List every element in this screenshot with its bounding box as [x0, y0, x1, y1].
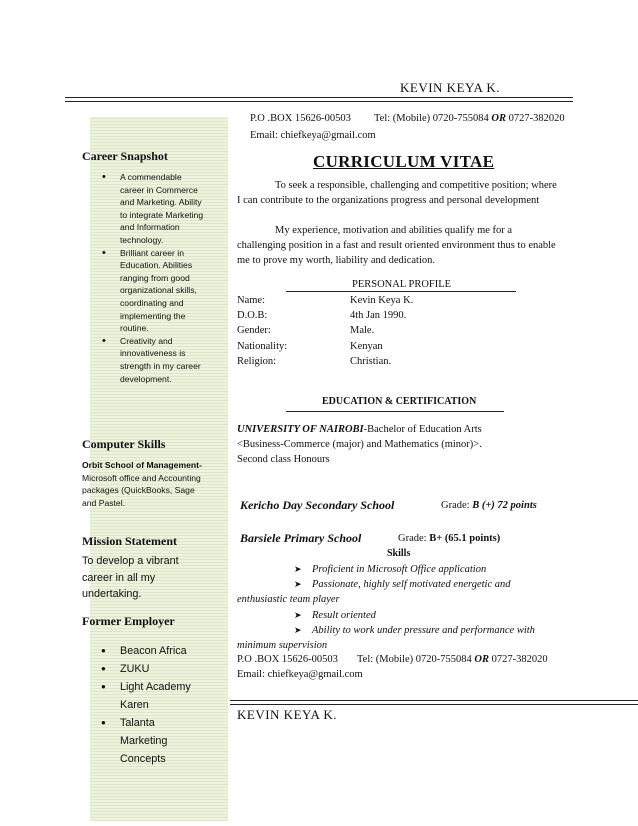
header-rule-bottom [65, 101, 573, 102]
career-snapshot-heading: Career Snapshot [82, 149, 168, 163]
skill-item-continuation: minimum supervision [237, 640, 328, 652]
page-title: CURRICULUM VITAE [313, 152, 495, 171]
education-heading: EDUCATION & CERTIFICATION [322, 396, 477, 407]
skills-heading: Skills [387, 548, 411, 559]
contact-tel: Tel: (Mobile) 0720-755084 [374, 113, 489, 124]
skill-item: ➤ Ability to work under pressure and performance with [237, 623, 567, 638]
career-snapshot-list [100, 171, 208, 385]
profile-value: 4th Jan 1990. [350, 310, 407, 322]
profile-label: Gender: [237, 325, 271, 337]
grade-value: B+ (65.1 points) [429, 533, 501, 544]
primary-grade [398, 533, 500, 544]
contact-tel-alt: 0727-382020 [508, 113, 565, 124]
skill-item: ➤ Passionate, highly self motivated energetic and [237, 577, 567, 592]
list-item: • Creativity and innovativeness is strength in my career development. [100, 335, 208, 385]
university-majors: <Business-Commerce (major) and Mathematics (minor)>. [237, 439, 482, 451]
profile-label: Religion: [237, 355, 277, 367]
footer-name: KEVIN KEYA K. [237, 707, 338, 722]
objective-paragraph-2: My experience, motivation and abilities qualify me for a challenging position in a fast and result oriented environment thus to enable me to prove my worth, liability and dedication. [237, 225, 556, 267]
arrow-bullet-icon: ➤ [294, 564, 302, 574]
computer-skills-detail: Microsoft office and Accounting packages (QuickBooks, Sage and Pastel. [82, 472, 201, 508]
grade-label: Grade: [398, 533, 427, 544]
profile-heading: PERSONAL PROFILE [352, 279, 452, 290]
education-rule [286, 411, 504, 412]
contact-line [250, 110, 565, 127]
mission-text: To develop a vibrant career in all my undertaking. [82, 555, 179, 600]
footer-email: Email: chiefkeya@gmail.com [237, 669, 363, 681]
secondary-school-name: Kericho Day Secondary School [240, 498, 395, 512]
primary-school-name: Barsiele Primary School [240, 531, 362, 545]
grade-label: Grade: [441, 500, 470, 511]
former-employer-heading: Former Employer [82, 614, 175, 628]
objective-paragraph-1: To seek a responsible, challenging and competitive position; where I can contribute to the organizations progress and personal development [237, 180, 557, 207]
profile-value: Kevin Keya K. [350, 295, 414, 306]
profile-labels [237, 293, 287, 369]
education-university [237, 422, 567, 468]
list-item: ● Beacon Africa [100, 642, 200, 660]
list-item: • A commendable career in Commerce and Marketing. Ability to integrate Marketing and Information technology. [100, 171, 208, 247]
header-name: KEVIN KEYA K. [400, 80, 501, 95]
footer-tel: Tel: (Mobile) 0720-755084 [357, 654, 472, 665]
skill-item: ➤ Result oriented [237, 608, 567, 623]
list-item: ● Light Academy Karen [100, 678, 200, 714]
computer-skills-school: Orbit School of Management- [82, 460, 202, 470]
arrow-bullet-icon: ➤ [294, 579, 302, 590]
grade-value: B (+) 72 points [472, 500, 537, 511]
university-name: UNIVERSITY OF NAIROBI [237, 424, 364, 435]
profile-label: Name: [237, 295, 265, 306]
contact-or: OR [491, 113, 506, 124]
profile-value: Christian. [350, 355, 392, 367]
skill-item-continuation: enthusiastic team player [237, 594, 340, 606]
profile-label: D.O.B: [237, 310, 268, 322]
footer-rule-bottom [230, 704, 638, 705]
contact-block [250, 110, 565, 144]
arrow-bullet-icon: ➤ [294, 609, 302, 620]
former-employer-list [100, 642, 200, 768]
computer-skills-heading: Computer Skills [82, 437, 166, 451]
university-degree: -Bachelor of Education Arts [363, 424, 482, 435]
skills-list [237, 562, 567, 653]
profile-value: Kenyan [350, 340, 383, 352]
profile-label: Nationality: [237, 340, 288, 352]
list-item: ● Talanta Marketing Concepts [100, 714, 200, 768]
footer-contact [237, 652, 577, 682]
contact-address: P.O .BOX 15626-00503 [250, 113, 351, 124]
skill-item: ➤ Proficient in Microsoft Office application [237, 562, 567, 577]
secondary-grade [441, 500, 537, 511]
profile-rule-top [286, 291, 516, 292]
footer-tel-alt: 0727-382020 [491, 654, 548, 665]
computer-skills-text [82, 459, 210, 509]
arrow-bullet-icon: ➤ [294, 624, 302, 635]
list-item: • Brilliant career in Education. Abilities ranging from good organizational skills, coordinating and implementing the routine. [100, 247, 208, 335]
footer-rule-top [230, 700, 638, 701]
profile-value: Male. [350, 325, 375, 337]
list-item: ● ZUKU [100, 660, 200, 678]
contact-email: Email: chiefkeya@gmail.com [250, 130, 376, 141]
university-class: Second class Honours [237, 454, 330, 466]
header-rule-top [65, 97, 573, 98]
footer-or: OR [474, 654, 489, 665]
profile-values [350, 293, 413, 369]
footer-address: P.O .BOX 15626-00503 [237, 654, 338, 665]
mission-heading: Mission Statement [82, 534, 177, 548]
